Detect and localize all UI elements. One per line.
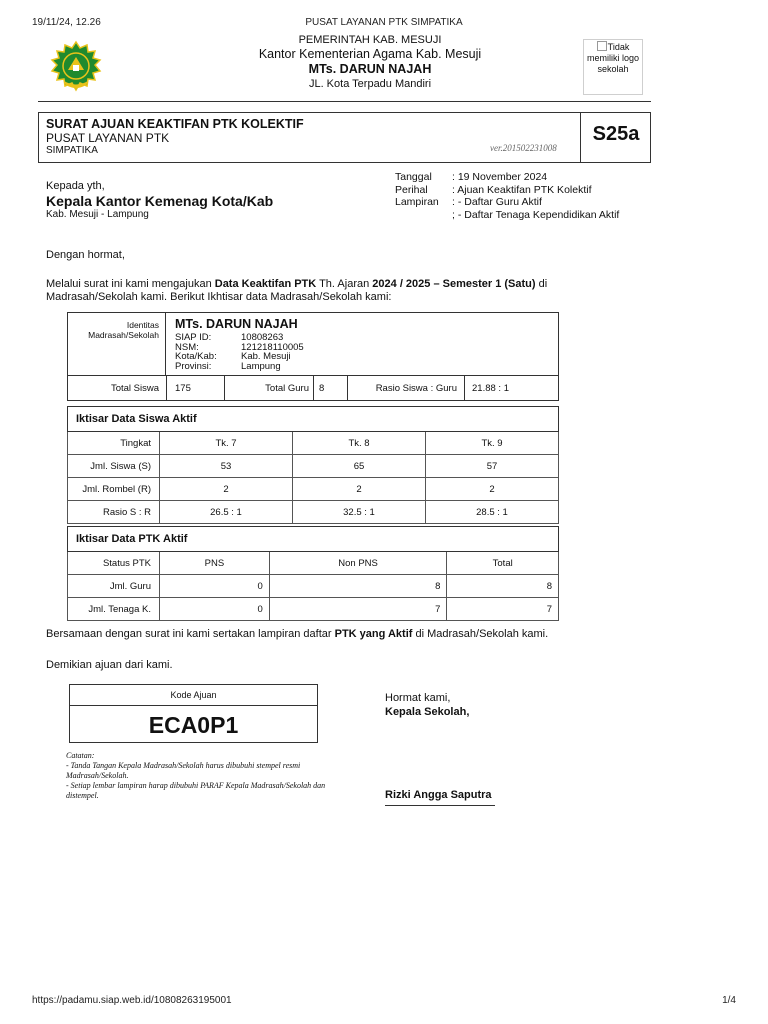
greeting: Dengan hormat, [46,249,125,261]
table-row: Jml. Rombel (R) 2 2 2 [68,478,559,501]
table-row: Jml. Guru 0 8 8 [68,575,559,598]
school-logo-alt-text: Tidak memiliki logo sekolah [586,42,639,74]
letterhead-office: Kantor Kementerian Agama Kab. Mesuji [258,47,482,61]
letter-meta [395,171,619,221]
meta-date-label: Tanggal [395,171,432,183]
nsm-value: 121218110005 [241,341,304,353]
letterhead-government: PEMERINTAH KAB. MESUJI [298,34,442,46]
kemenag-logo [46,40,106,94]
notes [66,751,346,801]
print-page-title: PUSAT LAYANAN PTK SIMPATIKA [305,17,463,28]
totals-row [67,376,559,401]
siap-label: SIAP ID: [175,332,212,343]
form-version: ver.201502231008 [490,143,557,153]
school-logo-placeholder [583,39,643,95]
kota-label: Kota/Kab: [175,351,217,362]
total-siswa-value: 175 [175,383,191,394]
meta-attachment-2: ; - Daftar Tenaga Kependidikan Aktif [452,208,620,221]
form-system: SIMPATIKA [46,145,98,156]
total-siswa-label: Total Siswa [110,383,159,394]
notes-line-1: - Tanda Tangan Kepala Madrasah/Sekolah harus dibubuhi stempel resmi Madrasah/Sekolah. [66,761,301,780]
total-guru-label: Total Guru [265,383,309,394]
print-page-number: 1/4 [722,995,736,1006]
form-title: SURAT AJUAN KEAKTIFAN PTK KOLEKTIF [46,117,304,131]
table-row: Tingkat Tk. 7 Tk. 8 Tk. 9 [68,432,559,455]
meta-attachment-1: : - Daftar Guru Aktif [452,196,542,208]
siap-value: 10808263 [241,332,284,343]
table-row: Jml. Tenaga K. 0 7 7 [68,598,559,621]
intro-paragraph: Melalui surat ini kami mengajukan Data Keaktifan PTK Th. Ajaran 2024 / 2025 – Semester 1 (Satu) di Madrasah/Sekolah kami. Berikut Ikhtisar data Madrasah/Sekolah kami: [46,278,548,303]
rasio-value: 21.88 : 1 [472,383,509,394]
submission-code-label: Kode Ajuan [69,684,318,706]
form-code: S25a [592,123,640,145]
prov-value: Lampung [241,360,281,372]
staff-table-caption: Iktisar Data PTK Aktif [68,527,559,552]
letterhead-divider [38,101,651,102]
print-datetime: 19/11/24, 12.26 [32,17,101,28]
closing-paragraph: Demikian ajuan dari kami. [46,659,173,671]
signature-regards: Hormat kami, [385,692,451,704]
identity-details [175,333,304,371]
print-url[interactable]: https://padamu.siap.web.id/10808263195001 [32,995,232,1006]
attachment-paragraph: Bersamaan dengan surat ini kami sertakan lampiran daftar PTK yang Aktif di Madrasah/Sekolah kami. [46,628,549,640]
letterhead-school: MTs. DARUN NAJAH [308,62,432,76]
notes-title: Catatan: [66,751,95,760]
total-guru-value: 8 [319,383,325,394]
identity-school-name: MTs. DARUN NAJAH [175,317,298,331]
table-row: Rasio S : R 26.5 : 1 32.5 : 1 28.5 : 1 [68,501,559,524]
notes-line-2: - Setiap lembar lampiran harap dibubuhi PARAF Kepala Madrasah/Sekolah dan distempel. [66,781,326,800]
student-table-caption: Iktisar Data Siswa Aktif [68,407,559,432]
table-row: Status PTK PNS Non PNS Total [68,552,559,575]
recipient-location: Kab. Mesuji - Lampung [46,209,149,220]
staff-summary-table [67,526,559,621]
meta-subject-label: Perihal [395,183,428,196]
signature-role: Kepala Sekolah, [385,706,470,718]
prov-label: Provinsi: [175,360,212,372]
letterhead-address: JL. Kota Terpadu Mandiri [308,78,432,90]
student-summary-table [67,406,559,524]
nsm-label: NSM: [175,341,199,353]
meta-subject-value: : Ajuan Keaktifan PTK Kolektif [452,183,592,196]
meta-attachment-label: Lampiran [395,196,439,208]
signature-name: Rizki Angga Saputra [385,789,495,806]
recipient-salutation: Kepada yth, [46,180,105,192]
rasio-label: Rasio Siswa : Guru [375,383,457,394]
identity-label: Identitas Madrasah/Sekolah [67,312,166,376]
submission-code: ECA0P1 [148,712,239,738]
meta-date-value: : 19 November 2024 [452,171,548,183]
recipient-name: Kepala Kantor Kemenag Kota/Kab [46,193,274,209]
kota-value: Kab. Mesuji [241,351,291,362]
broken-image-icon [597,41,607,51]
table-row: Jml. Siswa (S) 53 65 57 [68,455,559,478]
form-subtitle: PUSAT LAYANAN PTK [46,131,170,145]
